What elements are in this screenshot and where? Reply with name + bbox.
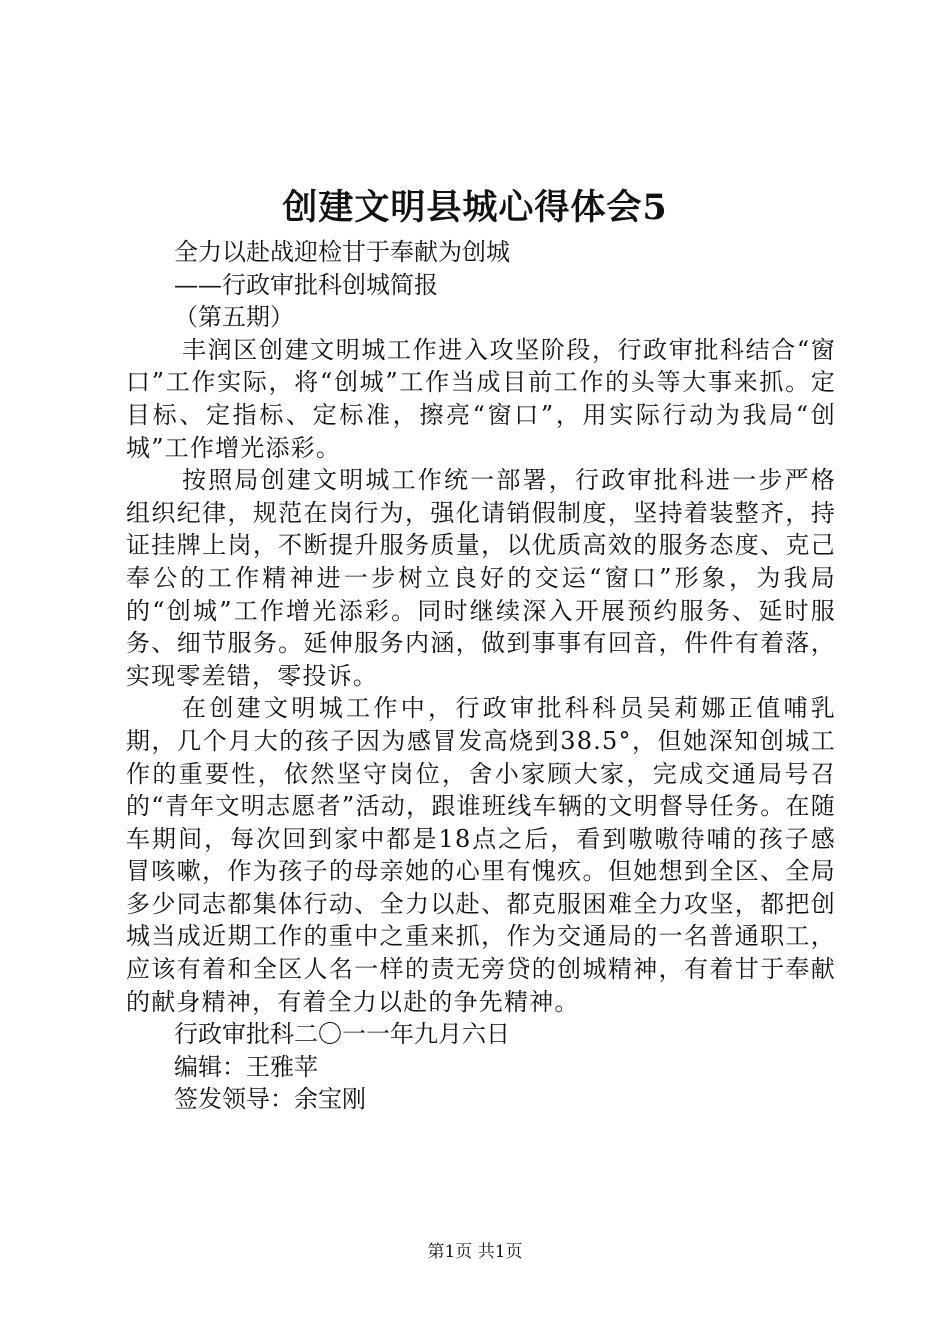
page-footer: 第1页 共1页 <box>427 1242 523 1262</box>
issue-number: （第五期） <box>174 303 294 332</box>
document-body <box>126 236 836 1116</box>
paragraph-2: 按照局创建文明城工作统一部署，行政审批科进一步严格组织纪律，规范在岗行为，强化请销假制度，坚持着装整齐，持证挂牌上岗，不断提升服务质量，以优质高效的服务态度、克己奉公的工作精神进一步树立良好的交运“窗口”形象，为我局的“创城”工作增光添彩。同时继续深入开展预约服务、延时服务、细节服务。延伸服务内涵，做到事事有回音，件件有着落，实现零差错，零投诉。 <box>126 466 836 690</box>
subheadline: ——行政审批科创城简报 <box>174 270 438 299</box>
editor-line: 编辑：王雅苹 <box>174 1052 318 1081</box>
paragraph-3: 在创建文明城工作中，行政审批科科员吴莉娜正值哺乳期，几个月大的孩子因为感冒发高烧到38.5°，但她深知创城工作的重要性，依然坚守岗位，舍小家顾大家，完成交通局号召的“青年文明志愿者”活动，跟谁班线车辆的文明督导任务。在随车期间，每次回到家中都是18点之后，看到嗷嗷待哺的孩子感冒咳嗽，作为孩子的母亲她的心里有愧疚。但她想到全区、全局多少同志都集体行动、全力以赴、都克服困难全力攻坚，都把创城当成近期工作的重中之重来抓，作为交通局的一名普通职工，应该有着和全区人名一样的责无旁贷的创城精神，有着甘于奉献的献身精神，有着全力以赴的争先精神。 <box>126 694 836 1016</box>
headline: 全力以赴战迎检甘于奉献为创城 <box>174 238 510 266</box>
approver-line: 签发领导：余宝刚 <box>174 1085 366 1114</box>
document-title: 创建文明县城心得体会5 <box>282 187 668 228</box>
date-line: 行政审批科二〇一一年九月六日 <box>174 1020 510 1049</box>
paragraph-1: 丰润区创建文明城工作进入攻坚阶段，行政审批科结合“窗口”工作实际，将“创城”工作当成目前工作的头等大事来抓。定目标、定指标、定标准，擦亮“窗口”，用实际行动为我局“创城”工作增光添彩。 <box>126 335 836 462</box>
